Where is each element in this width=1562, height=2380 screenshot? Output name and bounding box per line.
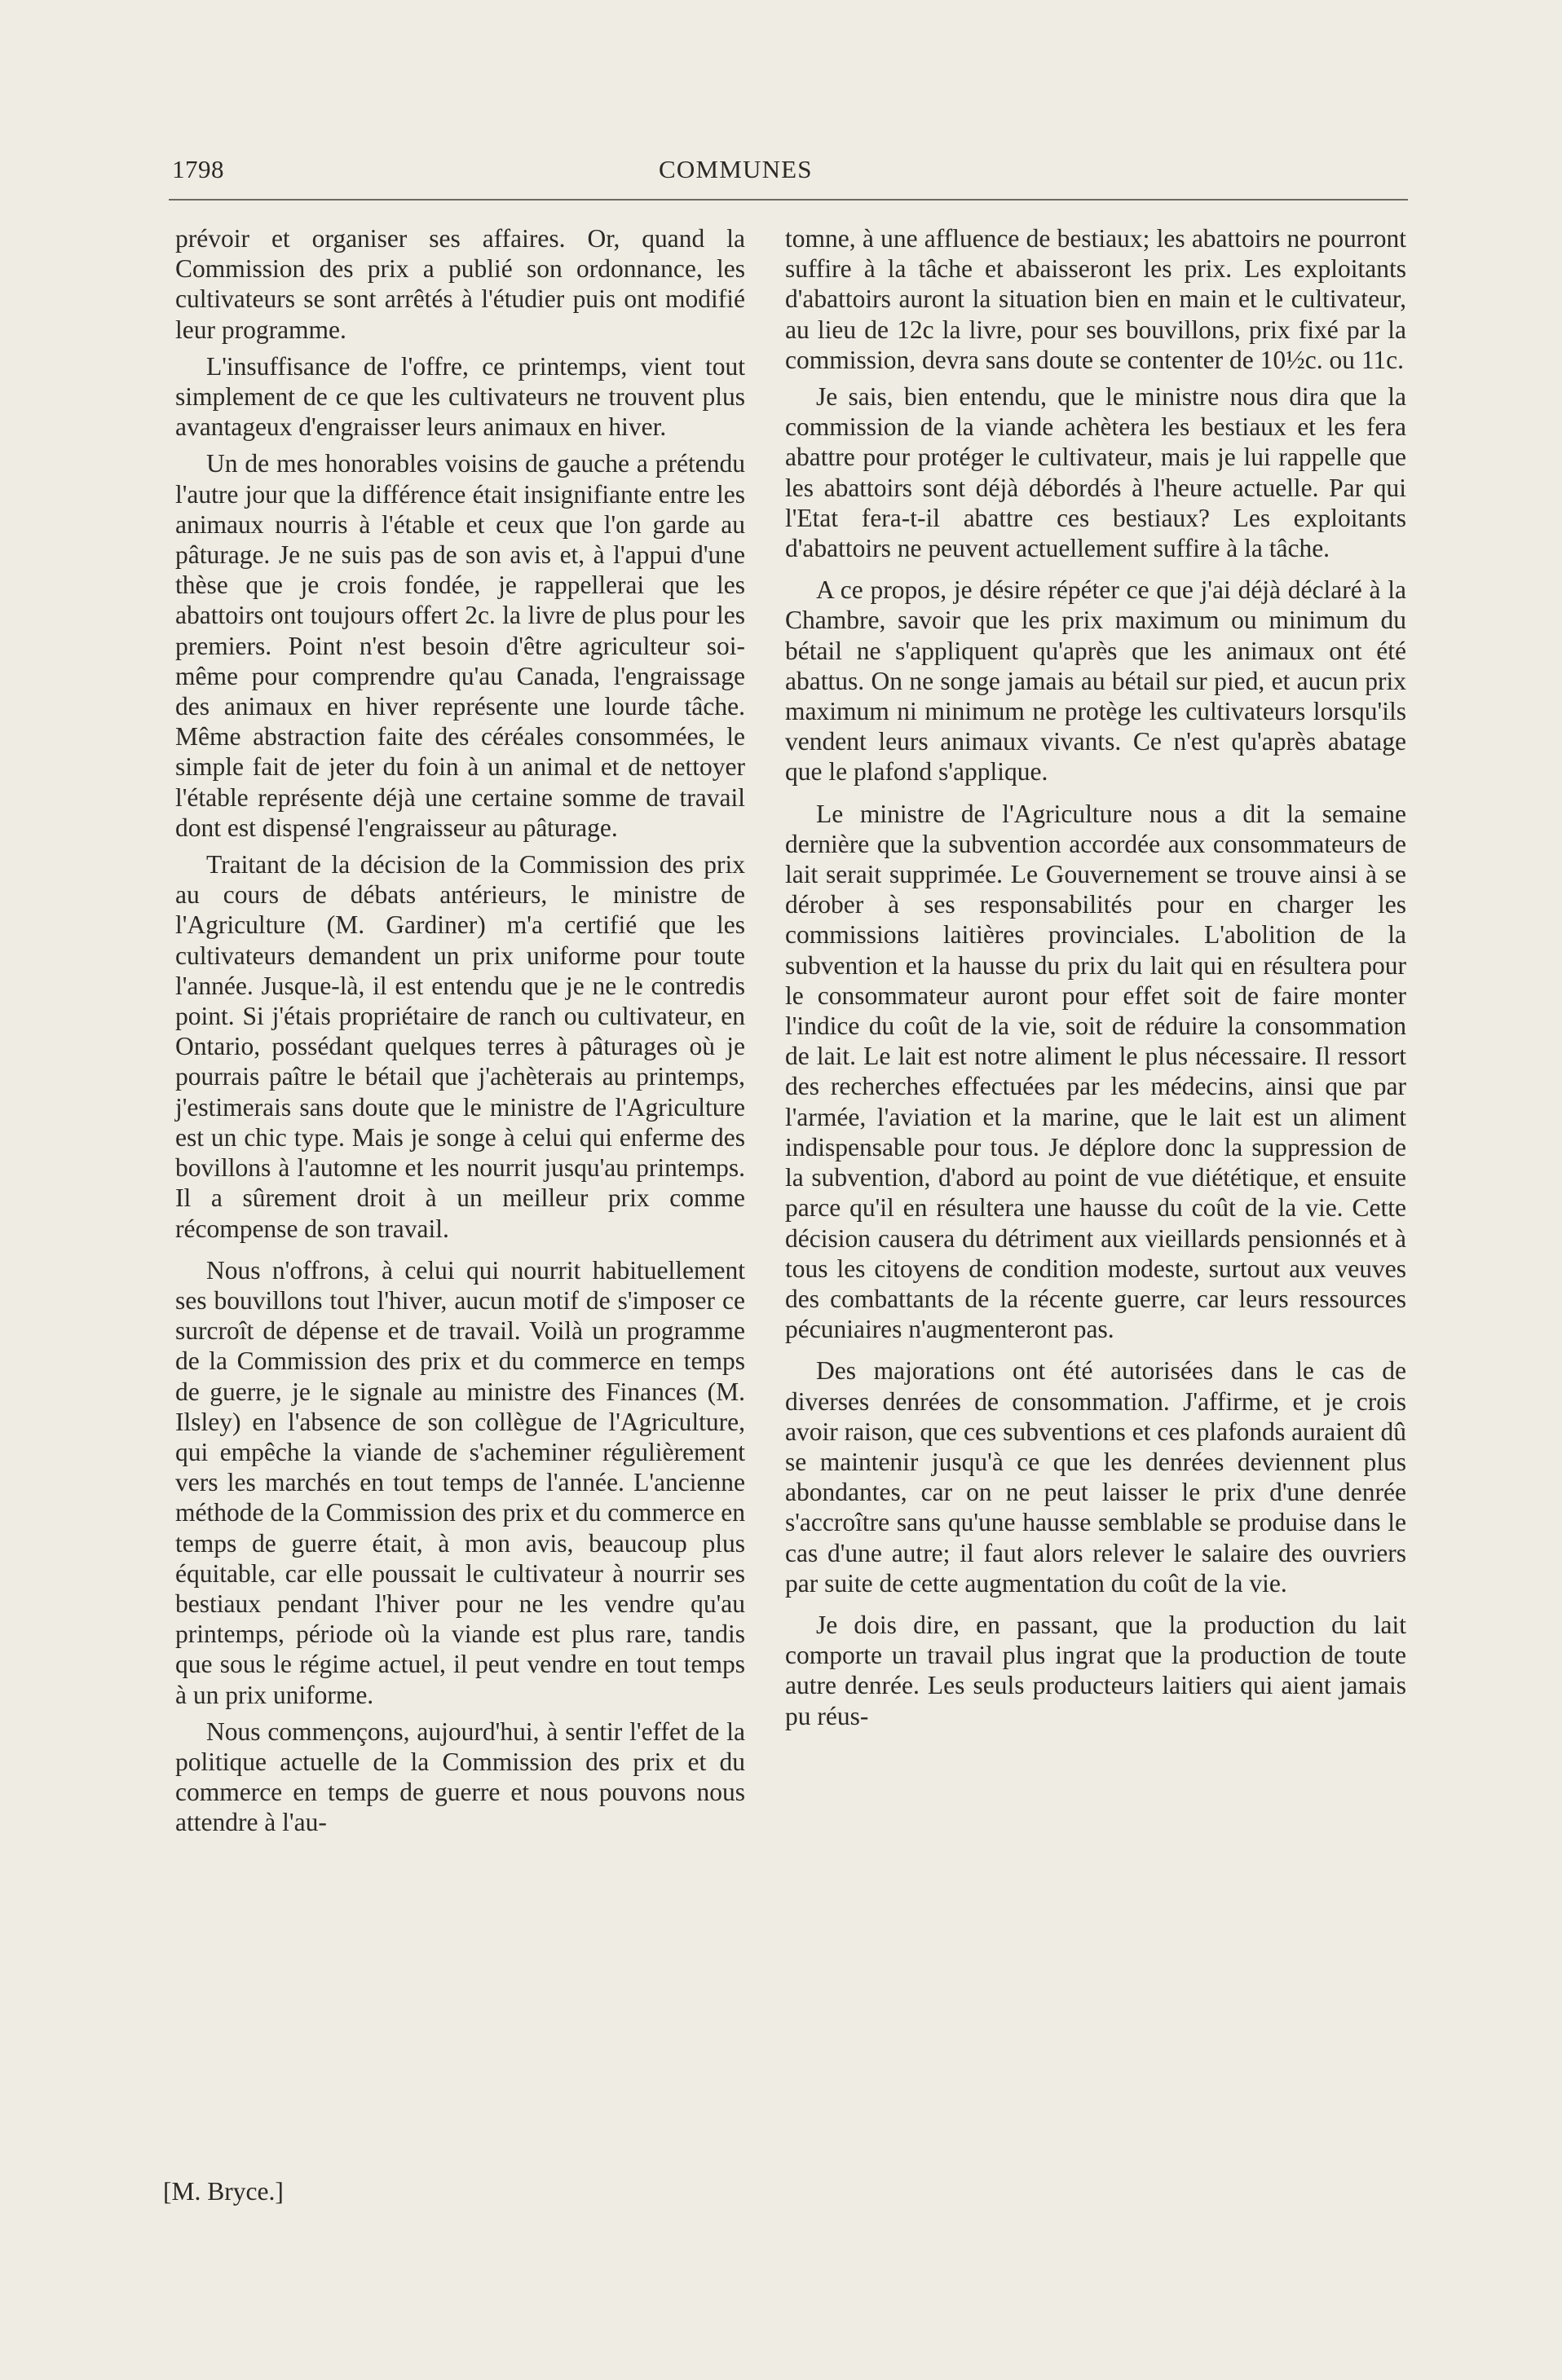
running-head-title: COMMUNES bbox=[659, 155, 813, 183]
paragraph: Un de mes honorables voisins de gauche a prétendu l'autre jour que la différence était insignifiante entre les animaux nourris à l'étable et ceux que l'on garde au pâturage. Je ne suis pas de son avis et, à l'appui d'une thèse que je crois fondée, je rappellerai que les abattoirs ont toujours offert 2c. la livre de plus pour les premiers. Point n'est besoin d'être agriculteur soi-même pour comprendre qu'au Canada, l'engraissage des animaux en hiver représente une lourde tâche. Même abstraction faite des céréales consommées, le simple fait de jeter du foin à un animal et de nettoyer l'étable représente déjà une certaine somme de travail dont est dispensé l'engraisseur au pâturage. bbox=[175, 449, 745, 842]
paragraph: Des majorations ont été autorisées dans le cas de diverses denrées de consommation. J'affirme, et je crois avoir raison, que ces subventions et ces plafonds auraient dû se maintenir jusqu'à ce que les denrées deviennent plus abondantes, car on ne peut laisser le prix d'une denrée s'accroître sans qu'une hausse semblable se produise dans le cas d'une autre; il faut alors relever le salaire des ouvriers par suite de cette augmentation du coût de la vie. bbox=[785, 1356, 1406, 1598]
paragraph: Je sais, bien entendu, que le ministre nous dira que la commission de la viande achètera les bestiaux et les fera abattre pour protéger le cultivateur, mais je lui rappelle que les abattoirs sont déjà débordés à l'heure actuelle. Par qui l'Etat fera-t-il abattre ces bestiaux? Les exploitants d'abattoirs ne peuvent actuellement suffire à la tâche. bbox=[785, 382, 1406, 563]
paragraph: Je dois dire, en passant, que la production du lait comporte un travail plus ingrat que la production de toute autre denrée. Les seuls producteurs laitiers qui aient jamais pu réus- bbox=[785, 1610, 1406, 1730]
paragraph: prévoir et organiser ses affaires. Or, quand la Commission des prix a publié son ordonnance, les cultivateurs se sont arrêtés à l'étudier puis ont modifié leur programme. bbox=[175, 224, 745, 344]
paragraph: L'insuffisance de l'offre, ce printemps, vient tout simplement de ce que les cultivateurs ne trouvent plus avantageux d'engraisser leurs animaux en hiver. bbox=[175, 351, 745, 442]
header-rule bbox=[169, 199, 1408, 201]
paragraph: A ce propos, je désire répéter ce que j'ai déjà déclaré à la Chambre, savoir que les prix maximum ou minimum du bétail ne s'appliquent qu'après que les animaux ont été abattus. On ne songe jamais au bétail sur pied, et aucun prix maximum ni minimum ne protège les cultivateurs lorsqu'ils vendent leurs animaux vivants. Ce n'est qu'après abatage que le plafond s'applique. bbox=[785, 575, 1406, 787]
speaker-attribution: [M. Bryce.] bbox=[163, 2177, 284, 2206]
paragraph: Nous commençons, aujourd'hui, à sentir l'effet de la politique actuelle de la Commission des prix et du commerce en temps de guerre et nous pouvons nous attendre à l'au- bbox=[175, 1717, 745, 1837]
paragraph: tomne, à une affluence de bestiaux; les abattoirs ne pourront suffire à la tâche et abaisseront les prix. Les exploitants d'abattoirs auront la situation bien en main et le cultivateur, au lieu de 12c la livre, pour ses bouvillons, prix fixé par la commission, devra sans doute se contenter de 10½c. ou 11c. bbox=[785, 224, 1406, 374]
left-column bbox=[175, 223, 745, 1844]
paragraph: Traitant de la décision de la Commission des prix au cours de débats antérieurs, le ministre de l'Agriculture (M. Gardiner) m'a certifié que les cultivateurs demandent un prix uniforme pour toute l'année. Jusque-là, il est entendu que je ne le contredis point. Si j'étais propriétaire de ranch ou cultivateur, en Ontario, possédant quelques terres à pâturages où je pourrais paître le bétail que j'achèterais au printemps, j'estimerais sans doute que le ministre de l'Agriculture est un chic type. Mais je songe à celui qui enferme des bovillons à l'automne et les nourrit jusqu'au printemps. Il a sûrement droit à un meilleur prix comme récompense de son travail. bbox=[175, 850, 745, 1243]
right-column bbox=[785, 223, 1406, 1738]
paragraph: Le ministre de l'Agriculture nous a dit la semaine dernière que la subvention accordée aux consommateurs de lait serait supprimée. Le Gouvernement se trouve ainsi à se dérober à ses responsabilités pour en charger les commissions laitières provinciales. L'abolition de la subvention et la hausse du prix du lait qui en résultera pour le consommateur auront pour effet soit de faire monter l'indice du coût de la vie, soit de réduire la consommation de lait. Le lait est notre aliment le plus nécessaire. Il ressort des recherches effectuées par les médecins, ainsi que par l'armée, l'aviation et la marine, que le lait est un aliment indispensable pour tous. Je déplore donc la suppression de la subvention, d'abord au point de vue diététique, et ensuite parce qu'il en résultera une hausse du coût de la vie. Cette décision causera du détriment aux vieillards pensionnés et à tous les citoyens de condition modeste, surtout aux veuves des combattants de la récente guerre, car leurs ressources pécuniaires n'augmenteront pas. bbox=[785, 799, 1406, 1344]
paragraph: Nous n'offrons, à celui qui nourrit habituellement ses bouvillons tout l'hiver, aucun motif de s'imposer ce surcroît de dépense et de travail. Voilà un programme de la Commission des prix et du commerce en temps de guerre, je le signale au ministre des Finances (M. Ilsley) en l'absence de son collègue de l'Agriculture, qui empêche la viande de s'acheminer régulièrement vers les marchés en tout temps de l'année. L'ancienne méthode de la Commission des prix et du commerce en temps de guerre était, à mon avis, beaucoup plus équitable, car elle poussait le cultivateur à nourrir ses bestiaux pendant l'hiver pour ne les vendre qu'au printemps, période où la viande est plus rare, tandis que sous le régime actuel, il peut vendre en tout temps à un prix uniforme. bbox=[175, 1255, 745, 1709]
page-number: 1798 bbox=[172, 155, 224, 183]
